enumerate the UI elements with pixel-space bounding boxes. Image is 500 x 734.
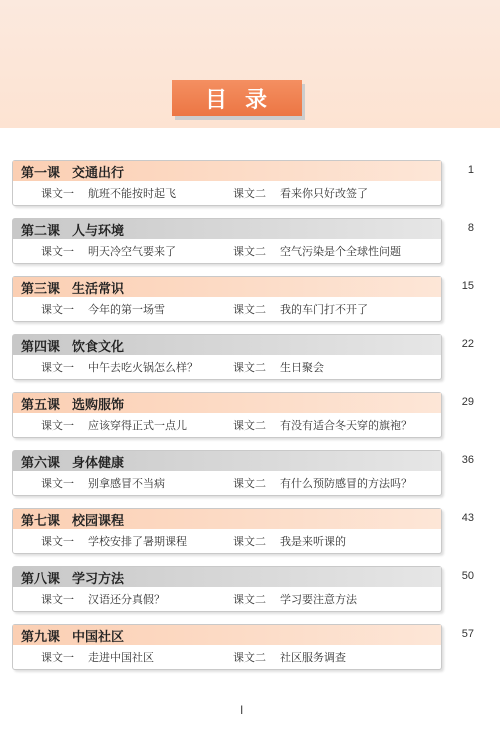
lesson-page-number: 57 [461,628,474,640]
text-one-title: 明天冷空气要来了 [88,245,176,258]
text-one-label: 课文一 [41,419,74,432]
lesson-topic: 身体健康 [72,455,125,471]
lesson-page-number: 29 [461,396,474,408]
text-two-label: 课文二 [233,303,266,316]
lesson-page-number: 15 [461,280,474,292]
text-one-title: 走进中国社区 [88,651,154,664]
lesson-topic: 校园课程 [72,513,125,529]
text-one[interactable] [41,417,187,433]
text-one[interactable] [41,533,187,549]
text-two-title: 空气污染是个全球性问题 [280,245,401,258]
lesson-entry[interactable] [12,160,442,206]
lesson-entry[interactable] [12,450,442,496]
text-one-title: 航班不能按时起飞 [88,187,176,200]
lesson-texts [13,529,441,553]
text-one[interactable] [41,301,165,317]
text-two[interactable] [233,301,368,317]
text-one-title: 汉语还分真假？ [88,593,165,606]
lesson-entry[interactable] [12,276,442,322]
lesson-texts [13,297,441,321]
lesson-entry[interactable] [12,508,442,554]
text-one-title: 今年的第一场雪 [88,303,165,316]
text-two-title: 看来你只好改签了 [280,187,368,200]
lesson-number: 第二课 [21,223,61,239]
text-one-title: 学校安排了暑期课程 [88,535,187,548]
text-one[interactable] [41,649,154,665]
lesson-number: 第三课 [21,281,61,297]
lesson-page-number: 50 [461,570,474,582]
lesson-number: 第八课 [21,571,61,587]
text-two-title: 我是来听课的 [280,535,346,548]
lesson-texts [13,471,441,495]
lesson-texts [13,355,441,379]
lesson-texts [13,587,441,611]
text-two-title: 社区服务调查 [280,651,346,664]
lesson-topic: 学习方法 [72,571,125,587]
text-one[interactable] [41,591,165,607]
text-two-label: 课文二 [233,477,266,490]
text-two-label: 课文二 [233,419,266,432]
lesson-header [13,277,441,297]
lesson-entry[interactable] [12,218,442,264]
lesson-header [13,219,441,239]
text-one[interactable] [41,475,165,491]
text-one-label: 课文一 [41,593,74,606]
lesson-header [13,509,441,529]
text-two-label: 课文二 [233,535,266,548]
text-two-title: 有什么预防感冒的方法吗？ [280,477,412,490]
lesson-topic: 生活常识 [72,281,125,297]
text-two-label: 课文二 [233,187,266,200]
text-one-label: 课文一 [41,187,74,200]
lesson-entry[interactable] [12,392,442,438]
text-two[interactable] [233,359,324,375]
text-two-title: 学习要注意方法 [280,593,357,606]
toc-title: 目录 [172,80,302,116]
lesson-topic: 选购服饰 [72,397,125,413]
lesson-entry[interactable] [12,334,442,380]
lesson-header [13,451,441,471]
lesson-texts [13,239,441,263]
text-one-label: 课文一 [41,361,74,374]
lesson-header [13,567,441,587]
lesson-number: 第五课 [21,397,61,413]
text-one[interactable] [41,243,176,259]
text-one-label: 课文一 [41,477,74,490]
text-two[interactable] [233,185,368,201]
text-one-label: 课文一 [41,535,74,548]
text-two[interactable] [233,243,401,259]
text-two-label: 课文二 [233,245,266,258]
lesson-header [13,393,441,413]
lesson-topic: 交通出行 [72,165,125,181]
lesson-topic: 饮食文化 [72,339,125,355]
text-two[interactable] [233,649,346,665]
lesson-page-number: 22 [461,338,474,350]
text-two-label: 课文二 [233,593,266,606]
text-one-title: 别拿感冒不当病 [88,477,165,490]
text-two[interactable] [233,591,357,607]
lesson-header [13,161,441,181]
lesson-texts [13,645,441,669]
text-one[interactable] [41,185,176,201]
text-one-label: 课文一 [41,303,74,316]
text-two-title: 我的车门打不开了 [280,303,368,316]
lesson-page-number: 1 [467,164,474,176]
lesson-topic: 人与环境 [72,223,125,239]
lesson-texts [13,413,441,437]
lesson-entry[interactable] [12,566,442,612]
lesson-entry[interactable] [12,624,442,670]
text-one-title: 中午去吃火锅怎么样？ [88,361,198,374]
lesson-texts [13,181,441,205]
lesson-header [13,335,441,355]
text-two-title: 有没有适合冬天穿的旗袍？ [280,419,412,432]
text-one[interactable] [41,359,198,375]
text-one-title: 应该穿得正式一点儿 [88,419,187,432]
lesson-page-number: 36 [461,454,474,466]
text-one-label: 课文一 [41,245,74,258]
text-two[interactable] [233,533,346,549]
text-two-label: 课文二 [233,651,266,664]
lesson-number: 第九课 [21,629,61,645]
lesson-number: 第七课 [21,513,61,529]
lesson-topic: 中国社区 [72,629,125,645]
footer-page-number: I [240,703,244,717]
text-two[interactable] [233,475,412,491]
text-two-title: 生日聚会 [280,361,324,374]
lesson-page-number: 43 [461,512,474,524]
text-two-label: 课文二 [233,361,266,374]
text-two[interactable] [233,417,412,433]
lesson-number: 第六课 [21,455,61,471]
lesson-number: 第四课 [21,339,61,355]
lesson-page-number: 8 [467,222,474,234]
lesson-header [13,625,441,645]
lesson-number: 第一课 [21,165,61,181]
text-one-label: 课文一 [41,651,74,664]
